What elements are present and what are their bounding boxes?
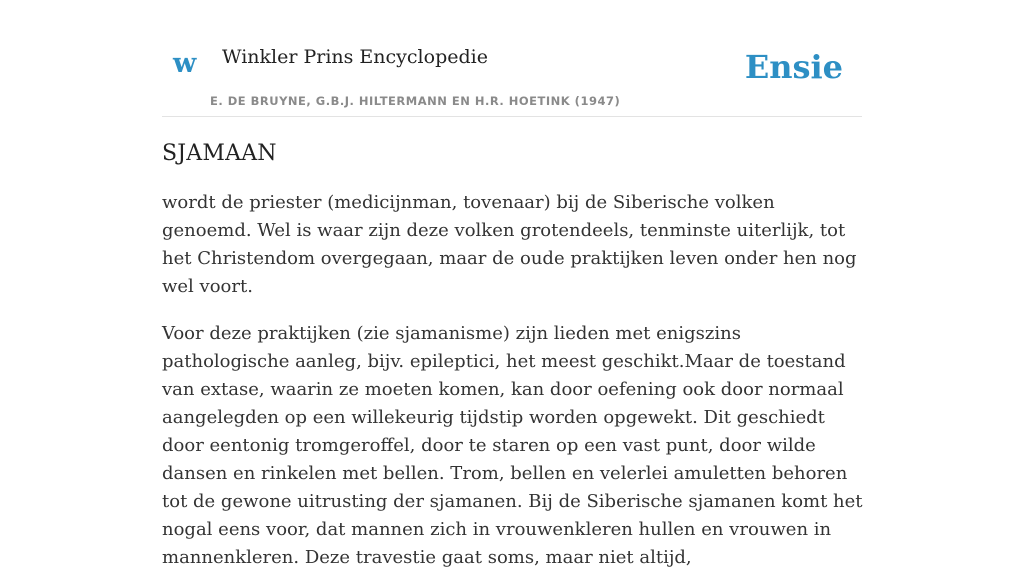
article-paragraph: wordt de priester (medicijnman, tovenaar) bij de Siberische volken genoemd. Wel is waar zijn deze volken grotendeels, tenminste uiterlijk, tot het Christendom overgegaan, maar de oude praktijken leven onder hen nog wel voort. (162, 192, 857, 297)
article-paragraph: Voor deze praktijken (zie sjamanisme) zijn lieden met enigszins pathologische aanleg, bijv. epileptici, het meest geschikt.Maar de toestand van extase, waarin ze moeten komen, kan door oefening ook door normaal aangelegden op een willekeurig tijdstip worden opgewekt. Dit geschiedt door eentonig tromgeroffel, door te staren op een vast punt, door wilde dansen en rinkelen met bellen. Trom, bellen en velerlei amuletten behoren tot de gewone uitrusting der sjamanen. Bij de Siberische sjamanen komt het nogal eens voor, dat mannen zich in vrouwenkleren hullen en vrouwen in mannenkleren. Deze travestie gaat soms, maar niet altijd, (162, 323, 863, 568)
brand-logo[interactable]: Ensie (744, 48, 843, 86)
source-logo[interactable]: w (173, 48, 197, 79)
article-title: SJAMAAN (162, 141, 277, 166)
source-header (162, 30, 862, 117)
source-title[interactable]: Winkler Prins Encyclopedie (222, 46, 488, 68)
source-authors: E. DE BRUYNE, G.B.J. HILTERMANN EN H.R. HOETINK (1947) (210, 94, 621, 108)
article (162, 138, 867, 572)
